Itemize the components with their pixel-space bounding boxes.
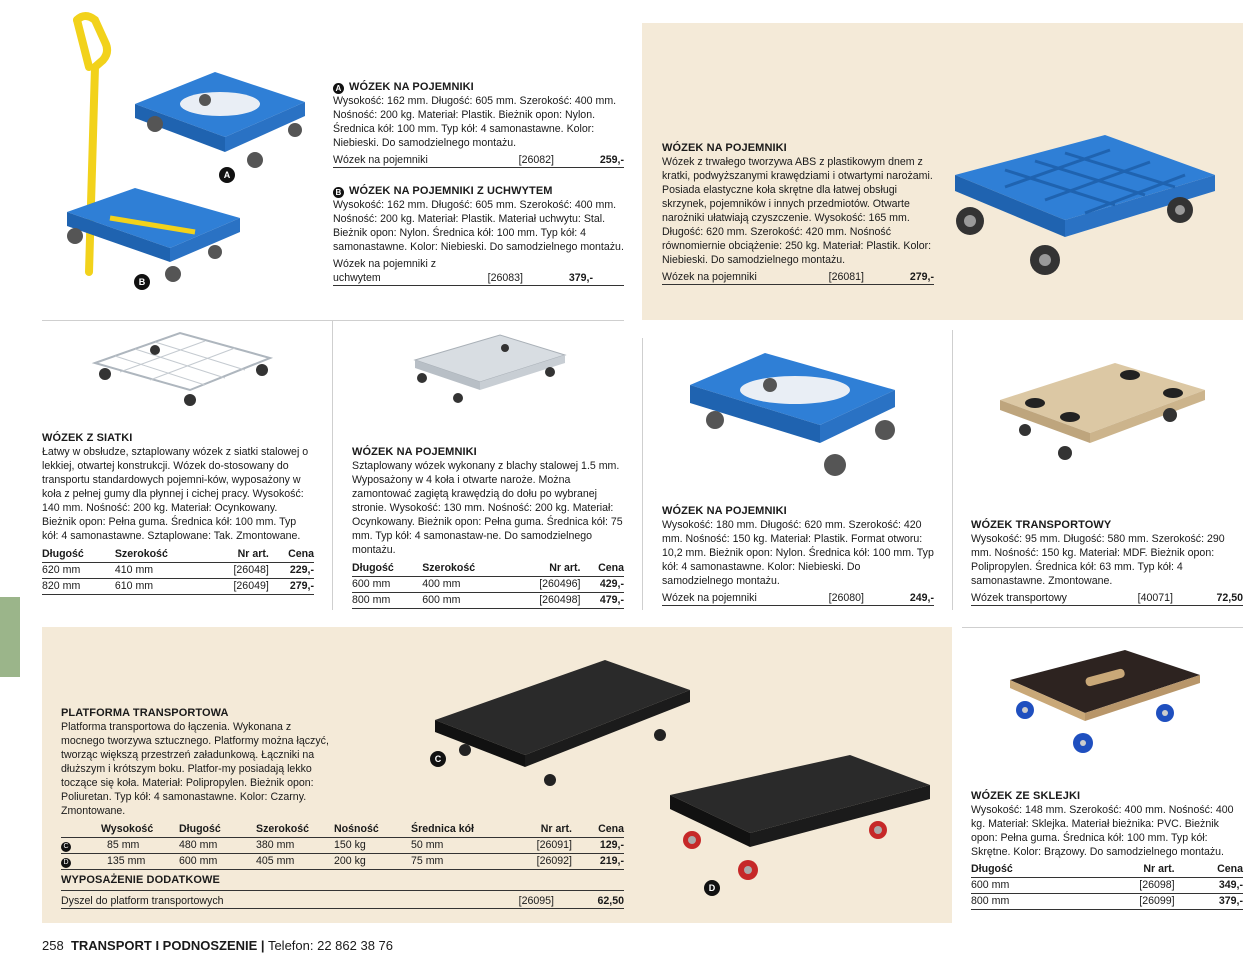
cell: 405 mm (256, 854, 334, 870)
cell: 50 mm (411, 838, 501, 854)
product-a-description: Wysokość: 162 mm. Długość: 605 mm. Szerokość: 400 mm. Nośność: 200 kg. Materiał: Plastik. Bieżnik opon: Nylon. Średnica kół: 100 mm. Typ kół: 4 samonastawne. Kolor: Niebieski. Do samodzielnego montażu. (333, 95, 617, 149)
table-row (42, 563, 314, 579)
product-mesh-table (42, 547, 314, 595)
order-art: [40071] (1137, 592, 1173, 604)
cell: [260496] (511, 577, 580, 593)
product-b-title (333, 184, 624, 198)
title-text: WÓZEK NA POJEMNIKI (349, 81, 474, 93)
cell: 620 mm (42, 563, 115, 579)
table-row (352, 577, 624, 593)
cell: 820 mm (42, 579, 115, 595)
order-row (333, 257, 624, 286)
order-price: 72,50 (1216, 592, 1243, 604)
cell: 600 mm (352, 577, 422, 593)
product-abs-description: Wózek z trwałego tworzywa ABS z plastikowym dnem z kratki, podwyższanymi krawędziami i otwartymi narożami. Posiada elastyczne koła skrętne dla łatwej obsługi skrzynek, pojemników i innych przedmiotów. Otwarte narożniki ułatwiają czyszczenie. Wysokość: 165 mm. Długość: 620 mm. Szerokość: 420 mm. Nośność równomiernie obciążenie: 250 kg. Materiał: Plastik. Kolor: Niebieski. Do samodzielnego montażu. (662, 156, 933, 266)
product-image-plywood-trolley (1005, 645, 1205, 755)
product-steel-description: Sztaplowany wózek wykonany z blachy stalowej 1.5 mm. Wyposażony w 4 koła i otwarte naroże. Można zamontować zagiętą krawędzią do dołu po wybranej stronie. Wysokość: 130 mm. Nośność: 200 kg. Materiał: Ocynkowany. Bieżnik opon: Pełna guma. Średnica kół: 75 mm. Typ kół: 4 samonastaw-ne. Do samodzielnego montażu. (352, 460, 623, 556)
order-price: 259,- (599, 154, 624, 166)
cell: [260498] (511, 593, 580, 609)
divider (332, 320, 333, 610)
accessories-title: WYPOSAŻENIE DODATKOWE (61, 873, 624, 891)
cell: 600 mm (971, 878, 1081, 894)
badge-d: D (704, 880, 720, 896)
product-image-steel-trolley (410, 330, 570, 410)
col-wheel-diameter: Średnica kół (411, 822, 501, 838)
table-row (352, 593, 624, 609)
product-mesh (42, 431, 314, 595)
order-name: Wózek na pojemniki (333, 154, 428, 166)
col-price: Cena (269, 547, 314, 563)
footer-separator: | (260, 938, 265, 953)
product-mesh-description: Łatwy w obsłudze, sztaplowany wózek z siatki stalowej o lekkiej, otwartej konstrukcji. Wózek do-stosowany do transportu standardowych pojemni-ków, wyposażony w koła z pełnej gumy dla płynnej i cichej pracy. Wysokość: 140 mm. Nośność: 200 kg. Materiał: Ocynkowany. Bieżnik opon: Pełna guma. Średnica kół: 100 mm. Typ kół: 4 samonastawne. Sztaplowane: Tak. Zmontowane. (42, 446, 309, 542)
order-art: [26080] (828, 592, 864, 604)
accessory-row (61, 894, 624, 909)
row-marker (61, 854, 101, 870)
accessory-price: 62,50 (597, 895, 624, 907)
marker-b: B (333, 187, 344, 198)
product-abs (662, 141, 934, 285)
product-steel-table (352, 561, 624, 609)
product-transport-title: WÓZEK TRANSPORTOWY (971, 519, 1112, 531)
col-art: Nr art. (207, 547, 269, 563)
cell: [26092] (501, 854, 572, 870)
order-row (662, 591, 934, 606)
col-length: Długość (179, 822, 256, 838)
col-width: Szerokość (115, 547, 207, 563)
product-mesh-title: WÓZEK Z SIATKI (42, 432, 133, 444)
col-art: Nr art. (511, 561, 580, 577)
col-height: Wysokość (101, 822, 179, 838)
table-row (61, 838, 624, 854)
product-a-title (333, 80, 624, 94)
order-price: 279,- (909, 271, 934, 283)
cell: 219,- (572, 854, 624, 870)
cell: [26098] (1081, 878, 1174, 894)
order-art: [26082] (518, 154, 554, 166)
product-image-blue-trolley (685, 345, 905, 485)
order-name: Wózek transportowy (971, 592, 1067, 604)
col-width: Szerokość (256, 822, 334, 838)
col-width: Szerokość (422, 561, 511, 577)
cell: 75 mm (411, 854, 501, 870)
cell: [26099] (1081, 894, 1174, 910)
table-row (42, 579, 314, 595)
order-art: [26083] (487, 272, 523, 284)
order-name: Wózek na pojemniki (662, 592, 757, 604)
product-steel-title: WÓZEK NA POJEMNIKI (352, 446, 477, 458)
divider (962, 627, 1243, 628)
cell: 85 mm (101, 838, 179, 854)
order-art: [26081] (828, 271, 864, 283)
cell: 429,- (580, 577, 624, 593)
cell: 610 mm (115, 579, 207, 595)
table-row (61, 854, 624, 870)
order-row (662, 270, 934, 285)
divider (952, 330, 953, 610)
cell: 379,- (1175, 894, 1243, 910)
order-name: Wózek na pojemniki z uchwytem (333, 258, 437, 284)
order-row (971, 591, 1243, 606)
page-number: 258 (42, 938, 64, 953)
cell: 200 kg (334, 854, 411, 870)
product-transport-description: Wysokość: 95 mm. Długość: 580 mm. Szerokość: 290 mm. Nośność: 150 kg. Materiał: MDF. Bieżnik opon: Polipropylen. Średnica kół: 63 mm. Typ kół: 4 samonastawne. Zmontowane. (971, 533, 1225, 587)
cell: 410 mm (115, 563, 207, 579)
badge-a: A (219, 167, 235, 183)
col-load: Nośność (334, 822, 411, 838)
order-row (333, 153, 624, 168)
cell: 229,- (269, 563, 314, 579)
cell: 600 mm (179, 854, 256, 870)
col-price: Cena (1175, 862, 1243, 878)
marker-a: A (333, 83, 344, 94)
product-image-mdf-trolley (995, 355, 1210, 465)
divider (642, 338, 643, 610)
product-a (333, 80, 624, 168)
product-platform (61, 706, 624, 909)
product-platform-title: PLATFORMA TRANSPORTOWA (61, 707, 229, 719)
product-platform-table (61, 822, 624, 870)
product-format-description: Wysokość: 180 mm. Długość: 620 mm. Szerokość: 420 mm. Nośność: 150 kg. Materiał: Plastik. Format otworu: 10,2 mm. Bieżnik opon: Nylon. Średnica kół: 100 mm. Typ kół: 4 samonastawne. Kolor: Niebieski. Do samodzielnego montażu. (662, 519, 934, 587)
product-plywood-table (971, 862, 1243, 910)
badge-c: C (430, 751, 446, 767)
product-steel (352, 445, 624, 609)
product-image-abs-trolley (945, 125, 1225, 285)
col-marker (61, 822, 101, 838)
product-platform-description: Platforma transportowa do łączenia. Wykonana z mocnego tworzywa sztucznego. Platformy można łączyć, tworząc większą przestrzeń załadunkową. Łączniki na dłuższym i krótszym boku. Platfor-my posiadają lekko toczące się koła. Materiał: Polipropylen. Bieżnik opon: Poliuretan. Typ kół: 4 samonastawne. Kolor: Czarny. Zmontowane. (61, 721, 329, 817)
table-row (971, 894, 1243, 910)
divider (42, 320, 624, 321)
phone-number: Telefon: 22 862 38 76 (267, 938, 394, 953)
accessory-name: Dyszel do platform transportowych (61, 895, 224, 907)
product-plywood (971, 789, 1243, 910)
product-plywood-title: WÓZEK ZE SKLEJKI (971, 790, 1081, 802)
col-art: Nr art. (501, 822, 572, 838)
product-b-description: Wysokość: 162 mm. Długość: 605 mm. Szerokość: 400 mm. Nośność: 200 kg. Materiał: Plastik. Materiał uchwytu: Stal. Bieżnik opon: Nylon. Średnica kół: 100 mm. Typ kół: 4 samonastawne. Kolor: Niebieski. Do samodzielnego montażu. (333, 199, 624, 253)
col-art: Nr art. (1081, 862, 1174, 878)
cell: 380 mm (256, 838, 334, 854)
cell: 800 mm (352, 593, 422, 609)
col-length: Długość (42, 547, 115, 563)
cell: 480 mm (179, 838, 256, 854)
marker-c: C (61, 842, 71, 852)
row-marker (61, 838, 101, 854)
badge-b: B (134, 274, 150, 290)
col-length: Długość (352, 561, 422, 577)
order-price: 249,- (909, 592, 934, 604)
cell: 600 mm (422, 593, 511, 609)
product-plywood-description: Wysokość: 148 mm. Szerokość: 400 mm. Nośność: 400 kg. Materiał: Sklejka. Materiał bieżnika: PVC. Bieżnik opon: Pełna guma. Średnica kół: 100 mm. Typ kół: Skrętne. Kolor: Brązowy. Do samodzielnego montażu. (971, 804, 1234, 858)
cell: 135 mm (101, 854, 179, 870)
order-name: Wózek na pojemniki (662, 271, 757, 283)
cell: 400 mm (422, 577, 511, 593)
section-title: TRANSPORT I PODNOSZENIE (70, 938, 258, 953)
product-transport (971, 518, 1243, 606)
col-price: Cena (572, 822, 624, 838)
cell: [26048] (207, 563, 269, 579)
product-image-mesh-trolley (90, 328, 280, 408)
col-length: Długość (971, 862, 1081, 878)
cell: 129,- (572, 838, 624, 854)
page-footer (42, 938, 393, 954)
table-row (971, 878, 1243, 894)
cell: [26091] (501, 838, 572, 854)
product-format (662, 504, 934, 606)
product-image-trolleys-ab (55, 12, 315, 292)
cell: 349,- (1175, 878, 1243, 894)
col-price: Cena (580, 561, 624, 577)
cell: 279,- (269, 579, 314, 595)
cell: [26049] (207, 579, 269, 595)
marker-d: D (61, 858, 71, 868)
section-tab (0, 597, 20, 677)
cell: 479,- (580, 593, 624, 609)
cell: 150 kg (334, 838, 411, 854)
accessory-art: [26095] (518, 895, 554, 907)
title-text: WÓZEK NA POJEMNIKI Z UCHWYTEM (349, 185, 553, 197)
product-b (333, 184, 624, 286)
cell: 800 mm (971, 894, 1081, 910)
order-price: 379,- (568, 272, 593, 284)
product-format-title: WÓZEK NA POJEMNIKI (662, 505, 787, 517)
product-abs-title: WÓZEK NA POJEMNIKI (662, 142, 787, 154)
